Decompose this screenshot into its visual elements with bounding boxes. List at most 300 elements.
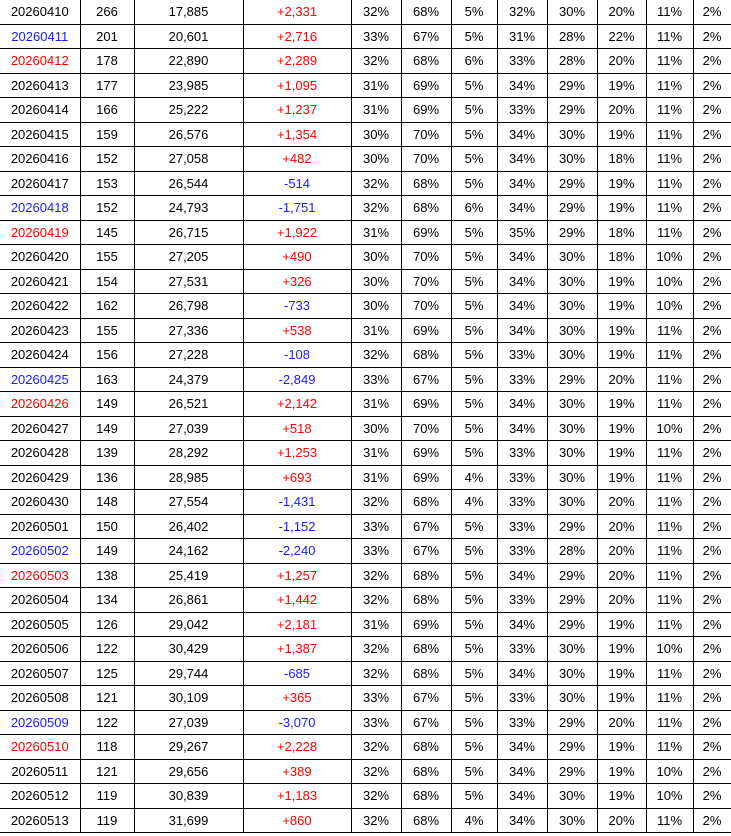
pct-cell-3: 5% <box>451 318 497 343</box>
pct-cell-5: 30% <box>547 343 597 368</box>
total-cell: 28,292 <box>134 441 243 466</box>
pct-cell-4: 34% <box>497 563 547 588</box>
pct-cell-1: 30% <box>351 269 401 294</box>
count-cell: 155 <box>80 318 134 343</box>
table-row <box>0 416 731 441</box>
pct-cell-7: 11% <box>646 392 693 417</box>
pct-cell-2: 69% <box>401 220 451 245</box>
pct-cell-1: 33% <box>351 24 401 49</box>
count-cell: 121 <box>80 759 134 784</box>
pct-cell-8: 2% <box>693 147 731 172</box>
pct-cell-2: 68% <box>401 0 451 24</box>
pct-cell-6: 20% <box>597 367 646 392</box>
total-cell: 27,554 <box>134 490 243 515</box>
pct-cell-2: 69% <box>401 465 451 490</box>
count-cell: 155 <box>80 245 134 270</box>
table-row <box>0 514 731 539</box>
total-cell: 26,521 <box>134 392 243 417</box>
pct-cell-4: 34% <box>497 269 547 294</box>
count-cell: 163 <box>80 367 134 392</box>
count-cell: 139 <box>80 441 134 466</box>
total-cell: 30,109 <box>134 686 243 711</box>
pct-cell-2: 68% <box>401 784 451 809</box>
pct-cell-2: 69% <box>401 441 451 466</box>
pct-cell-3: 5% <box>451 416 497 441</box>
table-row <box>0 563 731 588</box>
pct-cell-3: 5% <box>451 588 497 613</box>
pct-cell-1: 32% <box>351 563 401 588</box>
pct-cell-1: 33% <box>351 686 401 711</box>
count-cell: 153 <box>80 171 134 196</box>
pct-cell-6: 19% <box>597 269 646 294</box>
pct-cell-7: 10% <box>646 245 693 270</box>
table-row <box>0 196 731 221</box>
date-cell: 20260510 <box>0 735 80 760</box>
table-row <box>0 245 731 270</box>
date-cell: 20260427 <box>0 416 80 441</box>
count-cell: 136 <box>80 465 134 490</box>
change-cell: -1,152 <box>243 514 351 539</box>
pct-cell-5: 30% <box>547 808 597 833</box>
pct-cell-1: 32% <box>351 0 401 24</box>
pct-cell-1: 31% <box>351 612 401 637</box>
change-cell: +1,442 <box>243 588 351 613</box>
pct-cell-2: 68% <box>401 171 451 196</box>
pct-cell-1: 31% <box>351 465 401 490</box>
date-cell: 20260426 <box>0 392 80 417</box>
pct-cell-1: 32% <box>351 735 401 760</box>
date-cell: 20260424 <box>0 343 80 368</box>
pct-cell-8: 2% <box>693 416 731 441</box>
pct-cell-4: 33% <box>497 710 547 735</box>
pct-cell-2: 67% <box>401 539 451 564</box>
pct-cell-8: 2% <box>693 539 731 564</box>
change-cell: +326 <box>243 269 351 294</box>
date-cell: 20260415 <box>0 122 80 147</box>
total-cell: 26,798 <box>134 294 243 319</box>
pct-cell-1: 31% <box>351 73 401 98</box>
pct-cell-3: 4% <box>451 490 497 515</box>
pct-cell-5: 29% <box>547 367 597 392</box>
table-row <box>0 171 731 196</box>
pct-cell-8: 2% <box>693 514 731 539</box>
count-cell: 166 <box>80 98 134 123</box>
pct-cell-8: 2% <box>693 0 731 24</box>
count-cell: 152 <box>80 147 134 172</box>
count-cell: 148 <box>80 490 134 515</box>
total-cell: 25,419 <box>134 563 243 588</box>
date-cell: 20260501 <box>0 514 80 539</box>
pct-cell-4: 34% <box>497 612 547 637</box>
date-cell: 20260425 <box>0 367 80 392</box>
pct-cell-4: 33% <box>497 490 547 515</box>
pct-cell-5: 29% <box>547 759 597 784</box>
pct-cell-7: 10% <box>646 269 693 294</box>
pct-cell-6: 20% <box>597 539 646 564</box>
date-cell: 20260414 <box>0 98 80 123</box>
pct-cell-4: 34% <box>497 808 547 833</box>
date-cell: 20260428 <box>0 441 80 466</box>
pct-cell-6: 19% <box>597 416 646 441</box>
pct-cell-7: 11% <box>646 73 693 98</box>
count-cell: 149 <box>80 539 134 564</box>
pct-cell-7: 11% <box>646 539 693 564</box>
pct-cell-3: 5% <box>451 245 497 270</box>
total-cell: 30,429 <box>134 637 243 662</box>
pct-cell-8: 2% <box>693 245 731 270</box>
pct-cell-5: 29% <box>547 710 597 735</box>
pct-cell-4: 33% <box>497 686 547 711</box>
total-cell: 24,793 <box>134 196 243 221</box>
pct-cell-7: 10% <box>646 294 693 319</box>
total-cell: 27,336 <box>134 318 243 343</box>
total-cell: 27,058 <box>134 147 243 172</box>
pct-cell-3: 5% <box>451 661 497 686</box>
table-row <box>0 490 731 515</box>
pct-cell-5: 30% <box>547 0 597 24</box>
pct-cell-1: 32% <box>351 490 401 515</box>
pct-cell-6: 19% <box>597 343 646 368</box>
count-cell: 162 <box>80 294 134 319</box>
pct-cell-8: 2% <box>693 563 731 588</box>
pct-cell-7: 11% <box>646 808 693 833</box>
total-cell: 29,744 <box>134 661 243 686</box>
change-cell: -1,751 <box>243 196 351 221</box>
pct-cell-5: 30% <box>547 490 597 515</box>
count-cell: 156 <box>80 343 134 368</box>
date-cell: 20260418 <box>0 196 80 221</box>
pct-cell-2: 69% <box>401 73 451 98</box>
pct-cell-3: 5% <box>451 343 497 368</box>
pct-cell-8: 2% <box>693 661 731 686</box>
pct-cell-7: 11% <box>646 24 693 49</box>
pct-cell-8: 2% <box>693 465 731 490</box>
pct-cell-4: 34% <box>497 73 547 98</box>
total-cell: 25,222 <box>134 98 243 123</box>
pct-cell-3: 5% <box>451 220 497 245</box>
pct-cell-8: 2% <box>693 318 731 343</box>
pct-cell-6: 20% <box>597 808 646 833</box>
pct-cell-4: 33% <box>497 637 547 662</box>
change-cell: -2,849 <box>243 367 351 392</box>
pct-cell-3: 5% <box>451 73 497 98</box>
pct-cell-7: 11% <box>646 98 693 123</box>
change-cell: +860 <box>243 808 351 833</box>
table-row <box>0 343 731 368</box>
pct-cell-4: 33% <box>497 367 547 392</box>
pct-cell-8: 2% <box>693 269 731 294</box>
change-cell: +2,142 <box>243 392 351 417</box>
total-cell: 30,839 <box>134 784 243 809</box>
pct-cell-2: 70% <box>401 416 451 441</box>
pct-cell-7: 11% <box>646 710 693 735</box>
pct-cell-1: 31% <box>351 98 401 123</box>
pct-cell-5: 29% <box>547 735 597 760</box>
count-cell: 119 <box>80 808 134 833</box>
pct-cell-4: 34% <box>497 784 547 809</box>
pct-cell-8: 2% <box>693 759 731 784</box>
date-cell: 20260513 <box>0 808 80 833</box>
pct-cell-2: 68% <box>401 588 451 613</box>
pct-cell-6: 20% <box>597 98 646 123</box>
pct-cell-7: 11% <box>646 490 693 515</box>
total-cell: 22,890 <box>134 49 243 74</box>
total-cell: 28,985 <box>134 465 243 490</box>
pct-cell-8: 2% <box>693 24 731 49</box>
pct-cell-1: 32% <box>351 196 401 221</box>
pct-cell-1: 32% <box>351 343 401 368</box>
date-cell: 20260416 <box>0 147 80 172</box>
pct-cell-3: 5% <box>451 171 497 196</box>
pct-cell-8: 2% <box>693 49 731 74</box>
pct-cell-8: 2% <box>693 171 731 196</box>
pct-cell-8: 2% <box>693 220 731 245</box>
pct-cell-5: 28% <box>547 539 597 564</box>
count-cell: 126 <box>80 612 134 637</box>
pct-cell-8: 2% <box>693 637 731 662</box>
table-row <box>0 0 731 24</box>
total-cell: 24,379 <box>134 367 243 392</box>
pct-cell-6: 19% <box>597 318 646 343</box>
pct-cell-2: 67% <box>401 686 451 711</box>
total-cell: 26,576 <box>134 122 243 147</box>
pct-cell-5: 29% <box>547 612 597 637</box>
pct-cell-2: 68% <box>401 759 451 784</box>
pct-cell-1: 32% <box>351 171 401 196</box>
change-cell: -2,240 <box>243 539 351 564</box>
change-cell: +2,716 <box>243 24 351 49</box>
pct-cell-6: 20% <box>597 514 646 539</box>
date-cell: 20260430 <box>0 490 80 515</box>
change-cell: +490 <box>243 245 351 270</box>
table-row <box>0 661 731 686</box>
pct-cell-4: 34% <box>497 122 547 147</box>
count-cell: 149 <box>80 416 134 441</box>
pct-cell-1: 30% <box>351 147 401 172</box>
pct-cell-1: 30% <box>351 245 401 270</box>
pct-cell-5: 30% <box>547 686 597 711</box>
pct-cell-6: 22% <box>597 24 646 49</box>
pct-cell-6: 19% <box>597 73 646 98</box>
table-row <box>0 784 731 809</box>
pct-cell-3: 5% <box>451 710 497 735</box>
pct-cell-4: 33% <box>497 588 547 613</box>
count-cell: 145 <box>80 220 134 245</box>
pct-cell-2: 68% <box>401 490 451 515</box>
total-cell: 29,042 <box>134 612 243 637</box>
change-cell: +2,331 <box>243 0 351 24</box>
pct-cell-7: 11% <box>646 196 693 221</box>
pct-cell-5: 29% <box>547 220 597 245</box>
pct-cell-6: 19% <box>597 294 646 319</box>
pct-cell-1: 32% <box>351 759 401 784</box>
change-cell: -733 <box>243 294 351 319</box>
pct-cell-6: 19% <box>597 465 646 490</box>
pct-cell-3: 5% <box>451 539 497 564</box>
pct-cell-5: 29% <box>547 98 597 123</box>
pct-cell-7: 11% <box>646 563 693 588</box>
pct-cell-4: 33% <box>497 343 547 368</box>
pct-cell-6: 20% <box>597 710 646 735</box>
pct-cell-4: 34% <box>497 171 547 196</box>
pct-cell-2: 68% <box>401 563 451 588</box>
table-row <box>0 465 731 490</box>
date-cell: 20260506 <box>0 637 80 662</box>
date-cell: 20260511 <box>0 759 80 784</box>
pct-cell-1: 30% <box>351 294 401 319</box>
pct-cell-3: 5% <box>451 24 497 49</box>
pct-cell-7: 11% <box>646 367 693 392</box>
pct-cell-7: 11% <box>646 686 693 711</box>
pct-cell-5: 30% <box>547 318 597 343</box>
table-row <box>0 294 731 319</box>
pct-cell-1: 33% <box>351 514 401 539</box>
pct-cell-8: 2% <box>693 441 731 466</box>
total-cell: 29,267 <box>134 735 243 760</box>
pct-cell-2: 69% <box>401 392 451 417</box>
change-cell: +482 <box>243 147 351 172</box>
pct-cell-6: 20% <box>597 588 646 613</box>
pct-cell-8: 2% <box>693 122 731 147</box>
pct-cell-1: 33% <box>351 539 401 564</box>
pct-cell-8: 2% <box>693 735 731 760</box>
pct-cell-6: 19% <box>597 171 646 196</box>
pct-cell-2: 68% <box>401 735 451 760</box>
pct-cell-3: 4% <box>451 808 497 833</box>
pct-cell-6: 19% <box>597 686 646 711</box>
table-row <box>0 392 731 417</box>
pct-cell-7: 11% <box>646 514 693 539</box>
pct-cell-5: 30% <box>547 416 597 441</box>
pct-cell-7: 10% <box>646 416 693 441</box>
pct-cell-8: 2% <box>693 98 731 123</box>
pct-cell-4: 33% <box>497 539 547 564</box>
count-cell: 150 <box>80 514 134 539</box>
pct-cell-8: 2% <box>693 196 731 221</box>
pct-cell-3: 6% <box>451 196 497 221</box>
pct-cell-7: 11% <box>646 465 693 490</box>
pct-cell-6: 18% <box>597 220 646 245</box>
pct-cell-2: 68% <box>401 637 451 662</box>
pct-cell-5: 30% <box>547 784 597 809</box>
table-row <box>0 808 731 833</box>
table-row <box>0 73 731 98</box>
table-row <box>0 318 731 343</box>
pct-cell-6: 19% <box>597 661 646 686</box>
total-cell: 29,656 <box>134 759 243 784</box>
change-cell: +2,228 <box>243 735 351 760</box>
pct-cell-8: 2% <box>693 686 731 711</box>
pct-cell-1: 32% <box>351 661 401 686</box>
pct-cell-3: 5% <box>451 392 497 417</box>
pct-cell-6: 20% <box>597 490 646 515</box>
pct-cell-7: 11% <box>646 735 693 760</box>
date-cell: 20260509 <box>0 710 80 735</box>
change-cell: -108 <box>243 343 351 368</box>
table-row <box>0 220 731 245</box>
pct-cell-8: 2% <box>693 392 731 417</box>
date-cell: 20260502 <box>0 539 80 564</box>
count-cell: 201 <box>80 24 134 49</box>
table-row <box>0 49 731 74</box>
pct-cell-5: 30% <box>547 122 597 147</box>
total-cell: 27,205 <box>134 245 243 270</box>
total-cell: 26,861 <box>134 588 243 613</box>
change-cell: +1,922 <box>243 220 351 245</box>
pct-cell-6: 20% <box>597 49 646 74</box>
pct-cell-5: 29% <box>547 588 597 613</box>
pct-cell-7: 11% <box>646 588 693 613</box>
pct-cell-3: 6% <box>451 49 497 74</box>
table-row <box>0 24 731 49</box>
pct-cell-1: 33% <box>351 710 401 735</box>
pct-cell-4: 34% <box>497 759 547 784</box>
pct-cell-5: 29% <box>547 73 597 98</box>
pct-cell-5: 30% <box>547 637 597 662</box>
date-cell: 20260512 <box>0 784 80 809</box>
count-cell: 138 <box>80 563 134 588</box>
table-row <box>0 98 731 123</box>
pct-cell-2: 67% <box>401 24 451 49</box>
total-cell: 27,039 <box>134 710 243 735</box>
pct-cell-7: 11% <box>646 343 693 368</box>
pct-cell-4: 34% <box>497 735 547 760</box>
pct-cell-3: 4% <box>451 465 497 490</box>
pct-cell-1: 30% <box>351 122 401 147</box>
pct-cell-7: 11% <box>646 220 693 245</box>
change-cell: +1,257 <box>243 563 351 588</box>
pct-cell-6: 19% <box>597 735 646 760</box>
total-cell: 26,544 <box>134 171 243 196</box>
pct-cell-1: 31% <box>351 392 401 417</box>
count-cell: 122 <box>80 637 134 662</box>
date-cell: 20260507 <box>0 661 80 686</box>
pct-cell-3: 5% <box>451 514 497 539</box>
pct-cell-5: 30% <box>547 465 597 490</box>
date-cell: 20260504 <box>0 588 80 613</box>
pct-cell-5: 28% <box>547 49 597 74</box>
change-cell: +518 <box>243 416 351 441</box>
pct-cell-5: 29% <box>547 171 597 196</box>
pct-cell-4: 34% <box>497 416 547 441</box>
pct-cell-1: 32% <box>351 49 401 74</box>
date-cell: 20260505 <box>0 612 80 637</box>
date-cell: 20260413 <box>0 73 80 98</box>
date-cell: 20260417 <box>0 171 80 196</box>
pct-cell-6: 18% <box>597 147 646 172</box>
pct-cell-6: 19% <box>597 196 646 221</box>
pct-cell-4: 33% <box>497 514 547 539</box>
pct-cell-1: 31% <box>351 441 401 466</box>
pct-cell-5: 30% <box>547 269 597 294</box>
pct-cell-2: 70% <box>401 245 451 270</box>
pct-cell-7: 11% <box>646 147 693 172</box>
count-cell: 118 <box>80 735 134 760</box>
pct-cell-1: 32% <box>351 784 401 809</box>
pct-cell-4: 32% <box>497 0 547 24</box>
pct-cell-7: 10% <box>646 637 693 662</box>
table-row <box>0 588 731 613</box>
pct-cell-5: 28% <box>547 24 597 49</box>
pct-cell-7: 11% <box>646 661 693 686</box>
change-cell: +1,095 <box>243 73 351 98</box>
pct-cell-7: 11% <box>646 0 693 24</box>
change-cell: -514 <box>243 171 351 196</box>
pct-cell-3: 5% <box>451 269 497 294</box>
table-row <box>0 367 731 392</box>
pct-cell-2: 67% <box>401 710 451 735</box>
pct-cell-7: 11% <box>646 49 693 74</box>
